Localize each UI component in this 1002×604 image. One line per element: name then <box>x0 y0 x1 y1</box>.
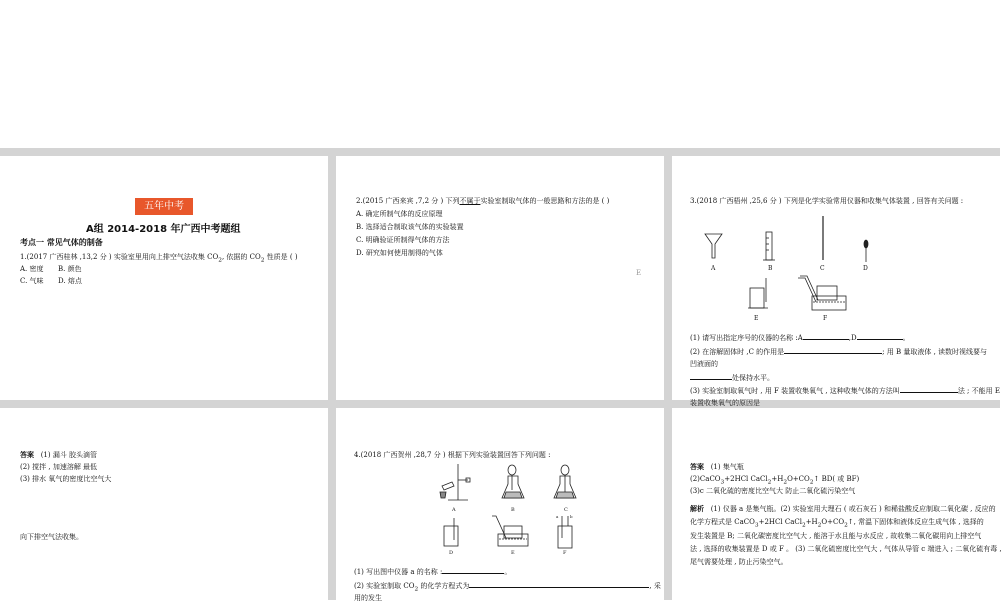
label-f-a: a <box>556 514 559 519</box>
ans4-jx1: 解析 (1) 仪器 a 是集气瓶。(2) 实验室用大理石 ( 或石灰石 ) 和稀盐酸反应制取二氧化碳 , 反应的 <box>690 504 996 513</box>
slide-4[interactable] <box>0 408 328 600</box>
q1-stem: 1.(2017 广西桂林 ,13,2 分 ) 实验室里用向上排空气法收集 $CO_2$, 依据的 $CO_2$ 性质是 ( ) <box>20 253 298 264</box>
ans3-line1: 答案 (1) 漏斗 胶头滴管 <box>20 450 98 459</box>
q2-stem: 2.(2015 广西来宾 ,7,2 分 ) 下列不属于实验室制取气体的一般思路和方法的是 ( ) <box>356 197 610 205</box>
label-d: D <box>449 550 454 556</box>
q3-sub3: (3) 实验室制取氧气时 , 用 F 装置收集氧气 , 这种收集气体的方法叫 法 ; 不能用 E <box>690 387 1000 395</box>
group-title: A组 2014-2018 年广西中考题组 <box>86 224 241 235</box>
ans4-line2: (2)CaCO$_3$+2HCl $CaCl_2+H_2O+CO_2↑$ BD( 或 BF) <box>690 475 860 486</box>
q4-sub1: (1) 写出图中仪器 a 的名称 : 。 <box>354 568 512 576</box>
gas-jar-f-icon <box>558 516 572 548</box>
funnel-icon <box>705 234 722 258</box>
q3-sub3-cont: 装置收集氧气的原因是 <box>690 399 760 407</box>
collection-f-icon <box>798 276 846 310</box>
conical-flask-2-icon <box>554 465 576 498</box>
label-b: B <box>511 507 515 513</box>
ans4-line1: 答案 (1) 集气瓶 <box>690 462 744 471</box>
q1-option-d: D. 熔点 <box>58 277 82 285</box>
ans3-line3: (3) 排水 氧气的密度比空气大 <box>20 475 112 483</box>
q4-stem: 4.(2018 广西贺州 ,28,7 分 ) 根据下列实验装置回答下列问题 : <box>354 451 551 459</box>
q2-option-a: A. 确定所制气体的反应原理 <box>356 210 443 218</box>
label-c: C <box>820 265 825 272</box>
q1-option-b: B. 颜色 <box>58 265 82 273</box>
ans3-line2: (2) 搅拌 , 加速溶解 最低 <box>20 463 98 471</box>
trough-e-icon <box>492 516 528 546</box>
label-f: F <box>823 315 828 322</box>
q2-option-b: B. 选择适合制取该气体的实验装置 <box>356 223 464 231</box>
q3-sub2-cont: 凹液面的 <box>690 360 718 368</box>
ans4-jx2: 化学方程式是 CaCO$_3$+2HCl $CaCl_2+H_2O+CO_2↑$, 常温下固体和液体反应生成气体 , 选择的 <box>690 518 984 529</box>
label-d: D <box>863 265 868 272</box>
label-e: E <box>754 315 759 322</box>
conical-flask-icon <box>502 465 524 498</box>
q4-sub2: (2) 实验室制取 $CO_2$ 的化学方程式为 , 采 <box>354 582 661 593</box>
q3-sub1: (1) 请写出指定序号的仪器的名称 :A ,D 。 <box>690 334 910 342</box>
gutter-left <box>328 148 336 600</box>
gutter-right <box>664 148 672 600</box>
slide-2[interactable] <box>336 156 664 400</box>
label-f: F <box>563 550 567 556</box>
stray-mark: E <box>636 269 642 277</box>
ans4-jx5: 尾气需要处理 , 防止污染空气。 <box>690 558 788 566</box>
label-f-b: b <box>570 514 573 519</box>
q3-sub2-end: 处保持水平。 <box>690 372 774 384</box>
slide-1[interactable] <box>0 156 328 400</box>
label-c: C <box>564 507 568 513</box>
ans3-tail: 向下排空气法收集。 <box>20 533 83 541</box>
measuring-cylinder-icon <box>763 232 775 260</box>
collection-e-icon <box>748 278 768 308</box>
label-a: A <box>452 507 456 513</box>
point-title: 考点一 常见气体的制备 <box>20 237 103 247</box>
label-a: A <box>711 265 716 272</box>
apparatus-figure-2 <box>336 408 664 568</box>
q1-option-a: A. 密度 <box>20 265 44 273</box>
q3-stem: 3.(2018 广西梧州 ,25,6 分 ) 下列是化学实验常用仪器和收集气体装置 , 回答有关问题 : <box>690 197 964 205</box>
gas-jar-d-icon <box>444 518 458 546</box>
band-top <box>0 148 1000 156</box>
ans4-jx4: 法 , 选择的收集装置是 D 或 F 。 (3) 二氧化硫密度比空气大 , 气体从导管 c 端进入 ; 二氧化硫有毒 , <box>690 545 1002 553</box>
label-e: E <box>511 550 515 556</box>
ans4-jx3: 发生装置是 B; 二氧化碳密度比空气大 , 能溶于水且能与水反应 , 故收集二氧化碳用向上排空气 <box>690 532 982 540</box>
slide-6[interactable] <box>672 408 1000 600</box>
band-middle <box>0 400 1000 408</box>
slide-5[interactable] <box>336 408 664 600</box>
q3-sub2: (2) 在溶解固体时 ,C 的作用是 ; 用 B 量取液体 , 读数时视线要与 <box>690 348 988 356</box>
dropper-icon <box>864 240 868 262</box>
q2-option-c: C. 明确验证所制得气体的方法 <box>356 236 450 244</box>
slide-3[interactable] <box>672 156 1000 407</box>
q4-sub2-cont: 用的发生 <box>354 594 382 602</box>
apparatus-figure <box>672 156 1000 326</box>
label-b: B <box>768 265 773 272</box>
q1-option-c: C. 气味 <box>20 277 44 285</box>
ans4-line3: (3)c 二氧化硫的密度比空气大 防止二氧化硫污染空气 <box>690 487 856 495</box>
q2-option-d: D. 研究如何使用制得的气体 <box>356 249 443 257</box>
heating-apparatus-icon <box>440 464 470 500</box>
section-badge: 五年中考 <box>135 198 193 215</box>
